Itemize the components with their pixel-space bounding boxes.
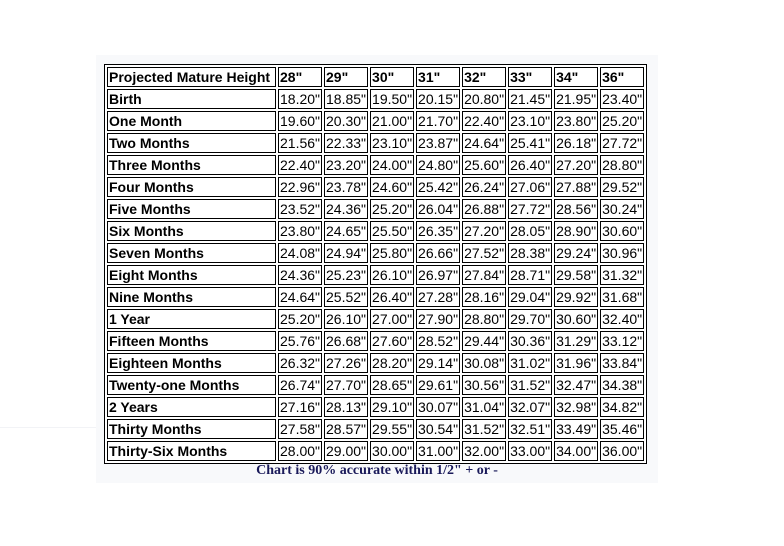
table-cell: 23.20": [326, 157, 367, 173]
table-cell: 26.32": [280, 355, 321, 371]
table-cell: 26.10": [326, 311, 367, 327]
table-row: [107, 133, 644, 153]
table-cell: 29.00": [326, 443, 367, 459]
table-cell: 25.20": [602, 113, 643, 129]
table-cell: 28.16": [464, 289, 505, 305]
table-cell: 20.15": [418, 91, 459, 107]
table-cell: 30.56": [464, 377, 505, 393]
row-label: Two Months: [107, 133, 276, 153]
table-cell: 23.80": [556, 113, 597, 129]
corner-header: Projected Mature Height: [107, 67, 276, 87]
table-cell: 23.80": [280, 223, 321, 239]
table-cell: 25.20": [372, 201, 413, 217]
table-cell: 30.54": [418, 421, 459, 437]
table-cell: 30.24": [602, 201, 643, 217]
row-label: Fifteen Months: [107, 331, 276, 351]
table-cell: 27.52": [464, 245, 505, 261]
table-cell: 21.45": [510, 91, 551, 107]
table-row: [107, 375, 644, 395]
table-cell: 33.00": [510, 443, 551, 459]
table-cell: 30.60": [556, 311, 597, 327]
table-cell: 22.40": [464, 113, 505, 129]
table-cell: 21.70": [418, 113, 459, 129]
table-cell: 18.85": [326, 91, 367, 107]
table-cell: 25.50": [372, 223, 413, 239]
table-row: [107, 221, 644, 241]
row-label: 2 Years: [107, 397, 276, 417]
table-cell: 26.24": [464, 179, 505, 195]
table-cell: 25.60": [464, 157, 505, 173]
table-cell: 21.95": [556, 91, 597, 107]
table-cell: 23.52": [280, 201, 321, 217]
table-cell: 23.78": [326, 179, 367, 195]
column-header: 33": [508, 67, 552, 87]
table-cell: 27.28": [418, 289, 459, 305]
table-cell: 24.36": [280, 267, 321, 283]
table-cell: 24.64": [464, 135, 505, 151]
table-cell: 28.05": [510, 223, 551, 239]
table-cell: 29.52": [602, 179, 643, 195]
table-cell: 27.90": [418, 311, 459, 327]
table-cell: 25.76": [280, 333, 321, 349]
table-cell: 27.00": [372, 311, 413, 327]
table-cell: 27.58": [280, 421, 321, 437]
table-cell: 27.06": [510, 179, 551, 195]
table-cell: 22.40": [280, 157, 321, 173]
column-header: 28": [278, 67, 322, 87]
table-cell: 32.51": [510, 421, 551, 437]
table-cell: 31.29": [556, 333, 597, 349]
table-cell: 34.38": [602, 377, 643, 393]
row-label: Nine Months: [107, 287, 276, 307]
table-row: [107, 265, 644, 285]
table-cell: 36.00": [602, 443, 643, 459]
mature-height-table: [104, 64, 647, 464]
table-cell: 25.52": [326, 289, 367, 305]
row-label: Birth: [107, 89, 276, 109]
column-header: 31": [416, 67, 460, 87]
column-header: 30": [370, 67, 414, 87]
table-row: [107, 397, 644, 417]
table-cell: 24.08": [280, 245, 321, 261]
table-cell: 28.57": [326, 421, 367, 437]
table-cell: 26.88": [464, 201, 505, 217]
table-row: [107, 177, 644, 197]
table-cell: 25.23": [326, 267, 367, 283]
table-cell: 20.30": [326, 113, 367, 129]
table-cell: 26.40": [510, 157, 551, 173]
table-cell: 28.56": [556, 201, 597, 217]
table-cell: 28.20": [372, 355, 413, 371]
table-cell: 24.65": [326, 223, 367, 239]
table-cell: 21.56": [280, 135, 321, 151]
accuracy-footnote: Chart is 90% accurate within 1/2" + or -: [256, 463, 498, 478]
row-label: Six Months: [107, 221, 276, 241]
table-cell: 29.44": [464, 333, 505, 349]
table-cell: 26.35": [418, 223, 459, 239]
table-cell: 26.74": [280, 377, 321, 393]
table-row: [107, 199, 644, 219]
table-cell: 28.00": [280, 443, 321, 459]
table-cell: 28.38": [510, 245, 551, 261]
table-cell: 24.60": [372, 179, 413, 195]
table-cell: 32.00": [464, 443, 505, 459]
table-row: [107, 309, 644, 329]
table-cell: 31.68": [602, 289, 643, 305]
table-cell: 34.82": [602, 399, 643, 415]
row-label: Eighteen Months: [107, 353, 276, 373]
table-cell: 27.70": [326, 377, 367, 393]
row-label: Five Months: [107, 199, 276, 219]
table-row: [107, 419, 644, 439]
column-header: 29": [324, 67, 368, 87]
table-cell: 25.42": [418, 179, 459, 195]
table-cell: 31.02": [510, 355, 551, 371]
table-cell: 26.97": [418, 267, 459, 283]
table-cell: 29.61": [418, 377, 459, 393]
table-cell: 33.84": [602, 355, 643, 371]
table-cell: 31.96": [556, 355, 597, 371]
table-cell: 20.80": [464, 91, 505, 107]
table-cell: 27.20": [464, 223, 505, 239]
table-cell: 24.00": [372, 157, 413, 173]
table-cell: 24.94": [326, 245, 367, 261]
table-cell: 19.50": [372, 91, 413, 107]
table-row: [107, 287, 644, 307]
table-cell: 26.10": [372, 267, 413, 283]
table-cell: 29.24": [556, 245, 597, 261]
table-cell: 25.80": [372, 245, 413, 261]
table-cell: 28.65": [372, 377, 413, 393]
table-cell: 26.68": [326, 333, 367, 349]
table-cell: 19.60": [280, 113, 321, 129]
table-row: [107, 155, 644, 175]
table-cell: 23.10": [510, 113, 551, 129]
table-cell: 27.20": [556, 157, 597, 173]
table-cell: 30.36": [510, 333, 551, 349]
table-cell: 31.00": [418, 443, 459, 459]
table-row: [107, 331, 644, 351]
table-cell: 32.98": [556, 399, 597, 415]
row-label: Twenty-one Months: [107, 375, 276, 395]
table-cell: 29.58": [556, 267, 597, 283]
table-row: [107, 243, 644, 263]
table-cell: 28.90": [556, 223, 597, 239]
table-row: [107, 89, 644, 109]
table-cell: 18.20": [280, 91, 321, 107]
table-cell: 24.36": [326, 201, 367, 217]
table-cell: 25.20": [280, 311, 321, 327]
table-row: [107, 441, 644, 461]
table-cell: 29.70": [510, 311, 551, 327]
table-row: [107, 111, 644, 131]
table-cell: 21.00": [372, 113, 413, 129]
table-cell: 32.47": [556, 377, 597, 393]
table-cell: 27.84": [464, 267, 505, 283]
page-divider: [0, 427, 96, 428]
row-label: Four Months: [107, 177, 276, 197]
table-cell: 30.08": [464, 355, 505, 371]
table-cell: 23.40": [602, 91, 643, 107]
row-label: Eight Months: [107, 265, 276, 285]
row-label: Three Months: [107, 155, 276, 175]
table-cell: 31.04": [464, 399, 505, 415]
row-label: Thirty-Six Months: [107, 441, 276, 461]
table-cell: 29.14": [418, 355, 459, 371]
table-cell: 23.10": [372, 135, 413, 151]
row-label: Thirty Months: [107, 419, 276, 439]
table-cell: 28.80": [602, 157, 643, 173]
table-cell: 30.07": [418, 399, 459, 415]
table-cell: 24.64": [280, 289, 321, 305]
table-cell: 28.52": [418, 333, 459, 349]
table-cell: 34.00": [556, 443, 597, 459]
row-label: One Month: [107, 111, 276, 131]
table-cell: 29.92": [556, 289, 597, 305]
table-cell: 29.10": [372, 399, 413, 415]
table-cell: 29.55": [372, 421, 413, 437]
table-cell: 27.16": [280, 399, 321, 415]
table-cell: 26.04": [418, 201, 459, 217]
column-header: 34": [554, 67, 598, 87]
table-cell: 27.88": [556, 179, 597, 195]
table-cell: 32.40": [602, 311, 643, 327]
table-cell: 33.12": [602, 333, 643, 349]
table-cell: 26.18": [556, 135, 597, 151]
table-cell: 22.96": [280, 179, 321, 195]
column-header: 36": [600, 67, 644, 87]
row-label: 1 Year: [107, 309, 276, 329]
table-cell: 32.07": [510, 399, 551, 415]
table-cell: 24.80": [418, 157, 459, 173]
table-cell: 30.96": [602, 245, 643, 261]
table-cell: 23.87": [418, 135, 459, 151]
table-cell: 28.13": [326, 399, 367, 415]
table-cell: 30.60": [602, 223, 643, 239]
table-cell: 27.72": [510, 201, 551, 217]
table-cell: 28.71": [510, 267, 551, 283]
table-cell: 30.00": [372, 443, 413, 459]
table-cell: 31.52": [510, 377, 551, 393]
table-cell: 26.66": [418, 245, 459, 261]
row-label: Seven Months: [107, 243, 276, 263]
table-cell: 25.41": [510, 135, 551, 151]
table-cell: 26.40": [372, 289, 413, 305]
table-cell: 27.60": [372, 333, 413, 349]
table-header-row: [107, 67, 644, 87]
table-cell: 31.32": [602, 267, 643, 283]
column-header: 32": [462, 67, 506, 87]
table-cell: 33.49": [556, 421, 597, 437]
table-cell: 28.80": [464, 311, 505, 327]
table-cell: 27.26": [326, 355, 367, 371]
table-cell: 31.52": [464, 421, 505, 437]
table-body: [107, 89, 644, 461]
table-cell: 35.46": [602, 421, 643, 437]
table-row: [107, 353, 644, 373]
table-cell: 27.72": [602, 135, 643, 151]
table-cell: 29.04": [510, 289, 551, 305]
table-cell: 22.33": [326, 135, 367, 151]
